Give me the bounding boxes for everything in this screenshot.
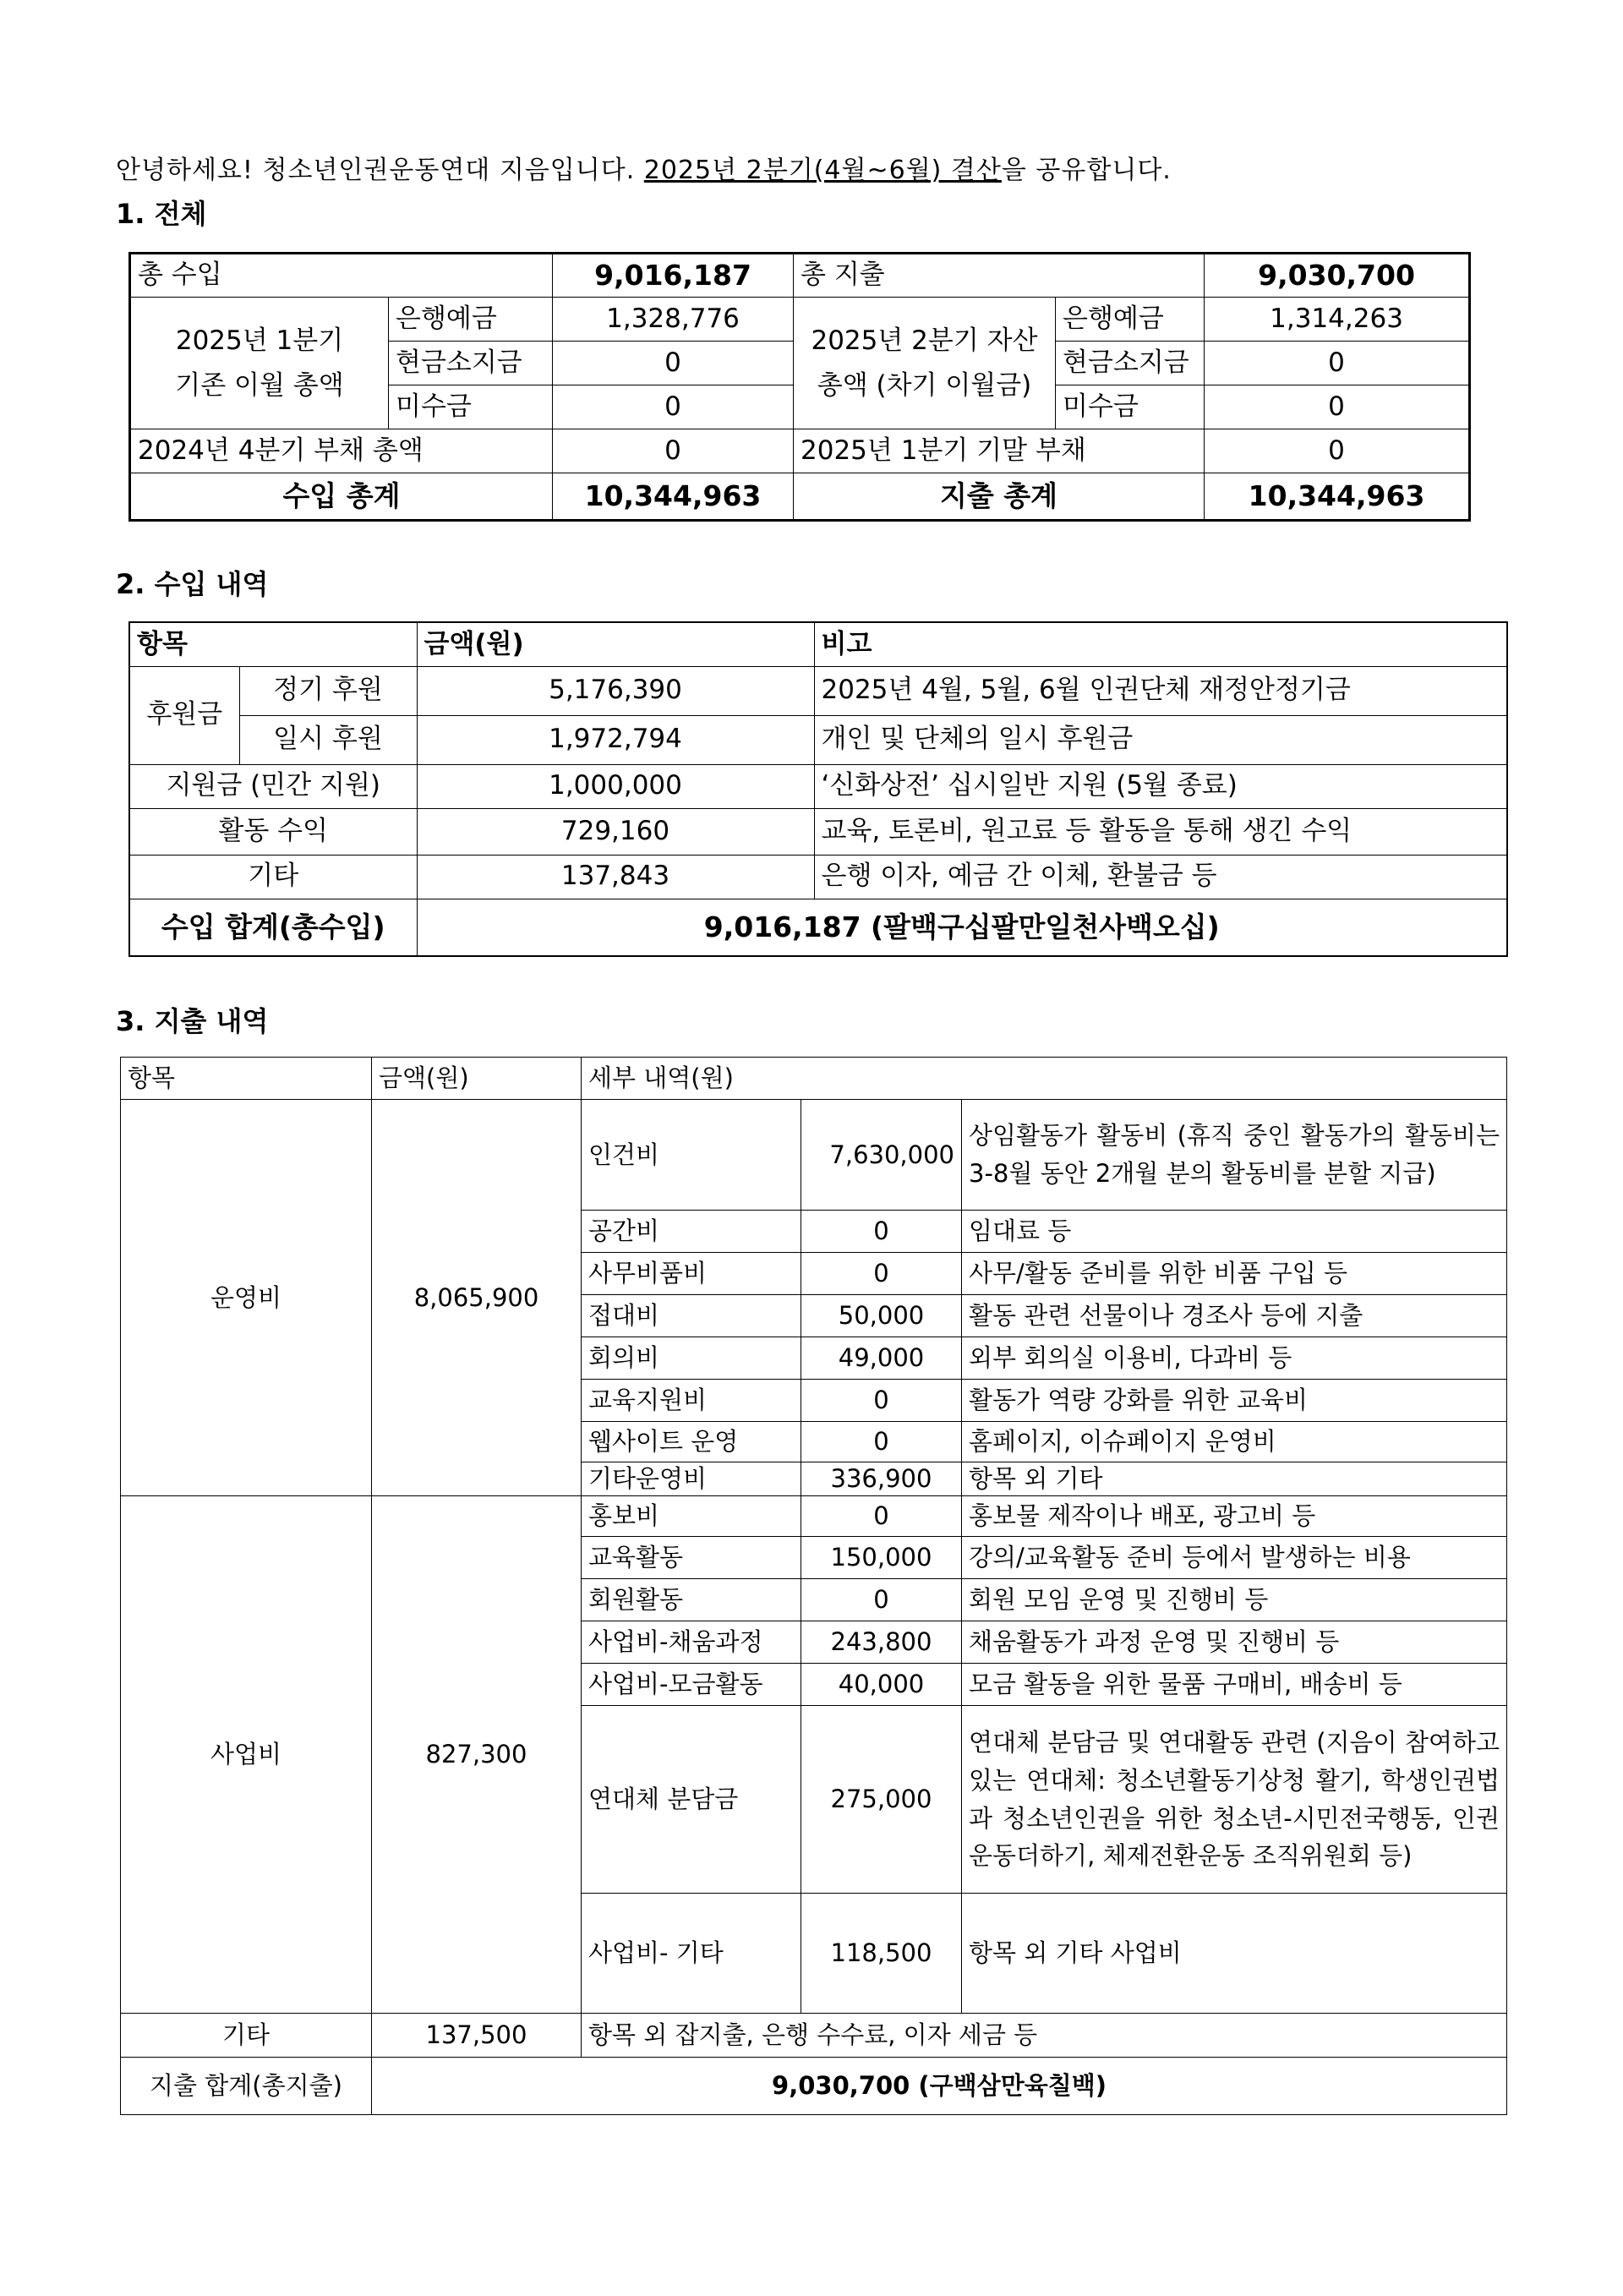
- income-row-note: 2025년 4월, 5월, 6월 인권단체 재정안정기금: [814, 666, 1507, 715]
- expense-item-desc: 채움활동가 과정 운영 및 진행비 등: [962, 1621, 1507, 1664]
- expense-etc-amount: 137,500: [372, 2014, 582, 2058]
- income-table: [128, 621, 1508, 957]
- expense-item-amount: 49,000: [801, 1337, 962, 1380]
- expense-item-name: 사업비- 기타: [582, 1894, 801, 2014]
- expense-item-desc: 항목 외 기타: [962, 1462, 1507, 1496]
- prev-debt-value: 0: [553, 429, 794, 473]
- income-row-amount: 5,176,390: [417, 666, 814, 715]
- expense-item-desc: 임대료 등: [962, 1211, 1507, 1253]
- expense-item-desc: 홈페이지, 이슈페이지 운영비: [962, 1422, 1507, 1462]
- table-row: [129, 622, 1507, 666]
- table-row: [130, 429, 1470, 473]
- expense-item-name: 회의비: [582, 1337, 801, 1380]
- expense-total-label: 지출 합계(총지출): [121, 2058, 372, 2115]
- income-total-label: 수입 합계(총수입): [129, 899, 417, 956]
- expense-header-item: 항목: [121, 1058, 372, 1100]
- table-row: [129, 715, 1507, 764]
- expense-item-amount: 0: [801, 1496, 962, 1537]
- assets-cash-label: 현금소지금: [1056, 342, 1205, 385]
- expense-item-amount: 118,500: [801, 1894, 962, 2014]
- table-row: [121, 2014, 1507, 2058]
- expense-item-amount: 7,630,000: [801, 1100, 962, 1211]
- income-row-amount: 729,160: [417, 808, 814, 855]
- total-expense-label: 총 지출: [794, 254, 1205, 298]
- income-row-label: 일시 후원: [239, 715, 417, 764]
- expense-item-desc: 활동가 역량 강화를 위한 교육비: [962, 1380, 1507, 1422]
- section-title-expense: 3. 지출 내역: [116, 1005, 269, 1037]
- assets-receivable-label: 미수금: [1056, 385, 1205, 429]
- expense-item-desc: 외부 회의실 이용비, 다과비 등: [962, 1337, 1507, 1380]
- carry-in-cash-value: 0: [553, 342, 794, 385]
- section-title-overall: 1. 전체: [116, 198, 207, 230]
- income-row-amount: 137,843: [417, 855, 814, 899]
- total-expense-value: 9,030,700: [1205, 254, 1470, 298]
- table-row: [129, 899, 1507, 956]
- expense-sum-value: 10,344,963: [1205, 473, 1470, 521]
- income-total-value: 9,016,187 (팔백구십팔만일천사백오십): [417, 899, 1507, 956]
- expense-sum-label: 지출 총계: [794, 473, 1205, 521]
- table-row: [121, 1058, 1507, 1100]
- expense-item-amount: 0: [801, 1380, 962, 1422]
- table-row: [129, 808, 1507, 855]
- expense-total-value: 9,030,700 (구백삼만육칠백): [372, 2058, 1507, 2115]
- expense-item-amount: 275,000: [801, 1706, 962, 1894]
- table-row: [121, 2058, 1507, 2115]
- expense-item-desc: 항목 외 기타 사업비: [962, 1894, 1507, 2014]
- assets-label: 2025년 2분기 자산 총액 (차기 이월금): [794, 298, 1056, 429]
- expense-item-desc: 모금 활동을 위한 물품 구매비, 배송비 등: [962, 1664, 1507, 1706]
- income-row-note: 개인 및 단체의 일시 후원금: [814, 715, 1507, 764]
- expense-item-name: 접대비: [582, 1295, 801, 1337]
- expense-table: [120, 1057, 1507, 2115]
- table-row: [130, 473, 1470, 521]
- table-row: [129, 855, 1507, 899]
- expense-item-amount: 150,000: [801, 1537, 962, 1579]
- expense-item-name: 사무비품비: [582, 1253, 801, 1295]
- total-income-label: 총 수입: [130, 254, 553, 298]
- table-row: [129, 666, 1507, 715]
- carry-in-label: 2025년 1분기 기존 이월 총액: [130, 298, 389, 429]
- ops-amount: 8,065,900: [372, 1100, 582, 1496]
- income-row-amount: 1,972,794: [417, 715, 814, 764]
- expense-item-desc: 강의/교육활동 준비 등에서 발생하는 비용: [962, 1537, 1507, 1579]
- expense-item-name: 기타운영비: [582, 1462, 801, 1496]
- expense-item-desc: 연대체 분담금 및 연대활동 관련 (지음이 참여하고 있는 연대체: 청소년활동기상청 활기, 학생인권법과 청소년인권을 위한 청소년-시민전국행동, 인권운동더하기, 체제전환운동 조직위원회 등): [962, 1706, 1507, 1894]
- expense-item-amount: 336,900: [801, 1462, 962, 1496]
- expense-item-name: 공간비: [582, 1211, 801, 1253]
- income-row-label: 활동 수익: [129, 808, 417, 855]
- table-row: [121, 1100, 1507, 1211]
- overall-table: [128, 252, 1471, 522]
- expense-item-amount: 0: [801, 1422, 962, 1462]
- expense-item-amount: 40,000: [801, 1664, 962, 1706]
- carry-in-receivable-value: 0: [553, 385, 794, 429]
- expense-item-desc: 활동 관련 선물이나 경조사 등에 지출: [962, 1295, 1507, 1337]
- donation-label: 후원금: [129, 666, 239, 764]
- income-header-item: 항목: [129, 622, 417, 666]
- biz-label: 사업비: [121, 1496, 372, 2014]
- income-row-amount: 1,000,000: [417, 764, 814, 808]
- income-row-note: 은행 이자, 예금 간 이체, 환불금 등: [814, 855, 1507, 899]
- end-debt-value: 0: [1205, 429, 1470, 473]
- table-row: [129, 764, 1507, 808]
- income-row-label: 정기 후원: [239, 666, 417, 715]
- expense-item-amount: 50,000: [801, 1295, 962, 1337]
- ops-label: 운영비: [121, 1100, 372, 1496]
- assets-bank-label: 은행예금: [1056, 298, 1205, 342]
- income-row-note: 교육, 토론비, 원고료 등 활동을 통해 생긴 수익: [814, 808, 1507, 855]
- prev-debt-label: 2024년 4분기 부채 총액: [130, 429, 553, 473]
- income-row-note: ‘신화상전’ 십시일반 지원 (5월 종료): [814, 764, 1507, 808]
- expense-item-amount: 0: [801, 1211, 962, 1253]
- expense-item-name: 교육활동: [582, 1537, 801, 1579]
- expense-item-amount: 0: [801, 1253, 962, 1295]
- income-row-label: 기타: [129, 855, 417, 899]
- carry-in-cash-label: 현금소지금: [389, 342, 553, 385]
- expense-header-amount: 금액(원): [372, 1058, 582, 1100]
- expense-item-name: 사업비-모금활동: [582, 1664, 801, 1706]
- assets-bank-value: 1,314,263: [1205, 298, 1470, 342]
- expense-item-desc: 홍보물 제작이나 배포, 광고비 등: [962, 1496, 1507, 1537]
- biz-amount: 827,300: [372, 1496, 582, 2014]
- intro-suffix: 을 공유합니다.: [1001, 156, 1172, 185]
- expense-item-name: 사업비-채움과정: [582, 1621, 801, 1664]
- income-header-amount: 금액(원): [417, 622, 814, 666]
- expense-header-detail: 세부 내역(원): [582, 1058, 1507, 1100]
- expense-item-desc: 사무/활동 준비를 위한 비품 구입 등: [962, 1253, 1507, 1295]
- expense-item-amount: 243,800: [801, 1621, 962, 1664]
- expense-etc-label: 기타: [121, 2014, 372, 2058]
- income-sum-label: 수입 총계: [130, 473, 553, 521]
- expense-item-name: 교육지원비: [582, 1380, 801, 1422]
- carry-in-receivable-label: 미수금: [389, 385, 553, 429]
- expense-item-desc: 상임활동가 활동비 (휴직 중인 활동가의 활동비는 3-8월 동안 2개월 분의 활동비를 분할 지급): [962, 1100, 1507, 1211]
- carry-in-bank-label: 은행예금: [389, 298, 553, 342]
- expense-item-name: 인건비: [582, 1100, 801, 1211]
- expense-item-name: 회원활동: [582, 1579, 801, 1621]
- income-sum-value: 10,344,963: [553, 473, 794, 521]
- assets-cash-value: 0: [1205, 342, 1470, 385]
- table-row: [130, 254, 1470, 298]
- income-header-note: 비고: [814, 622, 1507, 666]
- total-income-value: 9,016,187: [553, 254, 794, 298]
- table-row: [130, 298, 1470, 342]
- expense-item-name: 연대체 분담금: [582, 1706, 801, 1894]
- intro-prefix: 안녕하세요! 청소년인권운동연대 지음입니다.: [116, 156, 644, 185]
- expense-item-name: 홍보비: [582, 1496, 801, 1537]
- intro-period: 2025년 2분기(4월~6월) 결산: [643, 156, 1002, 185]
- section-title-income: 2. 수입 내역: [116, 568, 269, 600]
- expense-item-amount: 0: [801, 1579, 962, 1621]
- carry-in-bank-value: 1,328,776: [553, 298, 794, 342]
- income-row-label: 지원금 (민간 지원): [129, 764, 417, 808]
- end-debt-label: 2025년 1분기 기말 부채: [794, 429, 1205, 473]
- assets-receivable-value: 0: [1205, 385, 1470, 429]
- table-row: [121, 1496, 1507, 1537]
- expense-item-desc: 회원 모임 운영 및 진행비 등: [962, 1579, 1507, 1621]
- intro-text: [116, 149, 1172, 186]
- expense-item-name: 웹사이트 운영: [582, 1422, 801, 1462]
- expense-etc-desc: 항목 외 잡지출, 은행 수수료, 이자 세금 등: [582, 2014, 1507, 2058]
